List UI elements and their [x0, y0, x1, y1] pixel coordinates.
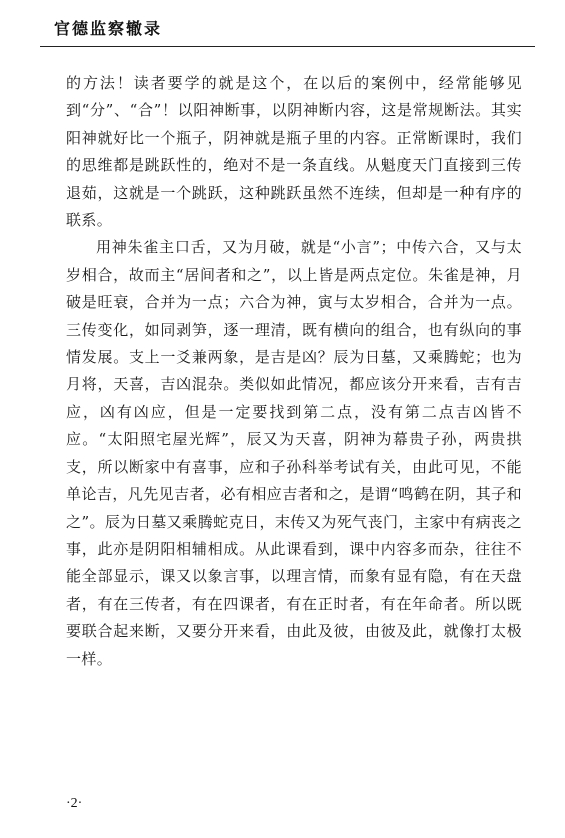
page-number: ·2·	[66, 796, 83, 811]
body-text	[66, 70, 522, 673]
paragraph: 的方法！读者要学的就是这个，在以后的案例中，经常能够见到“分”、“合”！以阳神断事，以阴神断内容，这是常规断法。其实阳神就好比一个瓶子，阴神就是瓶子里的内容。正常断课时，我们的思维都是跳跃性的，绝对不是一条直线。从魁度天门直接到三传退茹，这就是一个跳跃，这种跳跃虽然不连续，但却是一种有序的联系。	[66, 74, 522, 230]
running-head: 官德监察辙录	[54, 19, 163, 38]
paragraph: 用神朱雀主口舌，又为月破，就是“小言”；中传六合，又与太岁相合，故而主“居间者和之”，以上皆是两点定位。朱雀是神，月破是旺衰，合并为一点；六合为神，寅与太岁相合，合并为一点。三传变化，如同剥笋，逐一理清，既有横向的组合，也有纵向的事情发展。支上一爻兼两象，是吉是凶？辰为日墓，又乘腾蛇；也为月将，天喜，吉凶混杂。类似如此情况，都应该分开来看，吉有吉应，凶有凶应，但是一定要找到第二点，没有第二点吉凶皆不应。“太阳照宅屋光辉”，辰又为天喜，阴神为幕贵子孙，两贵拱支，所以断家中有喜事，应和子孙科举考试有关，由此可见，不能单论吉，凡先见吉者，必有相应吉者和之，是谓“鸣鹤在阴，其子和之”。辰为日墓又乘腾蛇克日，末传又为死气丧门，主家中有病丧之事，此亦是阴阳相辅相成。从此课看到，课中内容多而杂，往往不能全部显示，课又以象言事，以理言情，而象有显有隐，有在天盘者，有在三传者，有在四课者，有在正时者，有在年命者。所以既要联合起来断，又要分开来看，由此及彼，由彼及此，就像打太极一样。	[66, 238, 522, 668]
header-rule	[40, 46, 535, 47]
